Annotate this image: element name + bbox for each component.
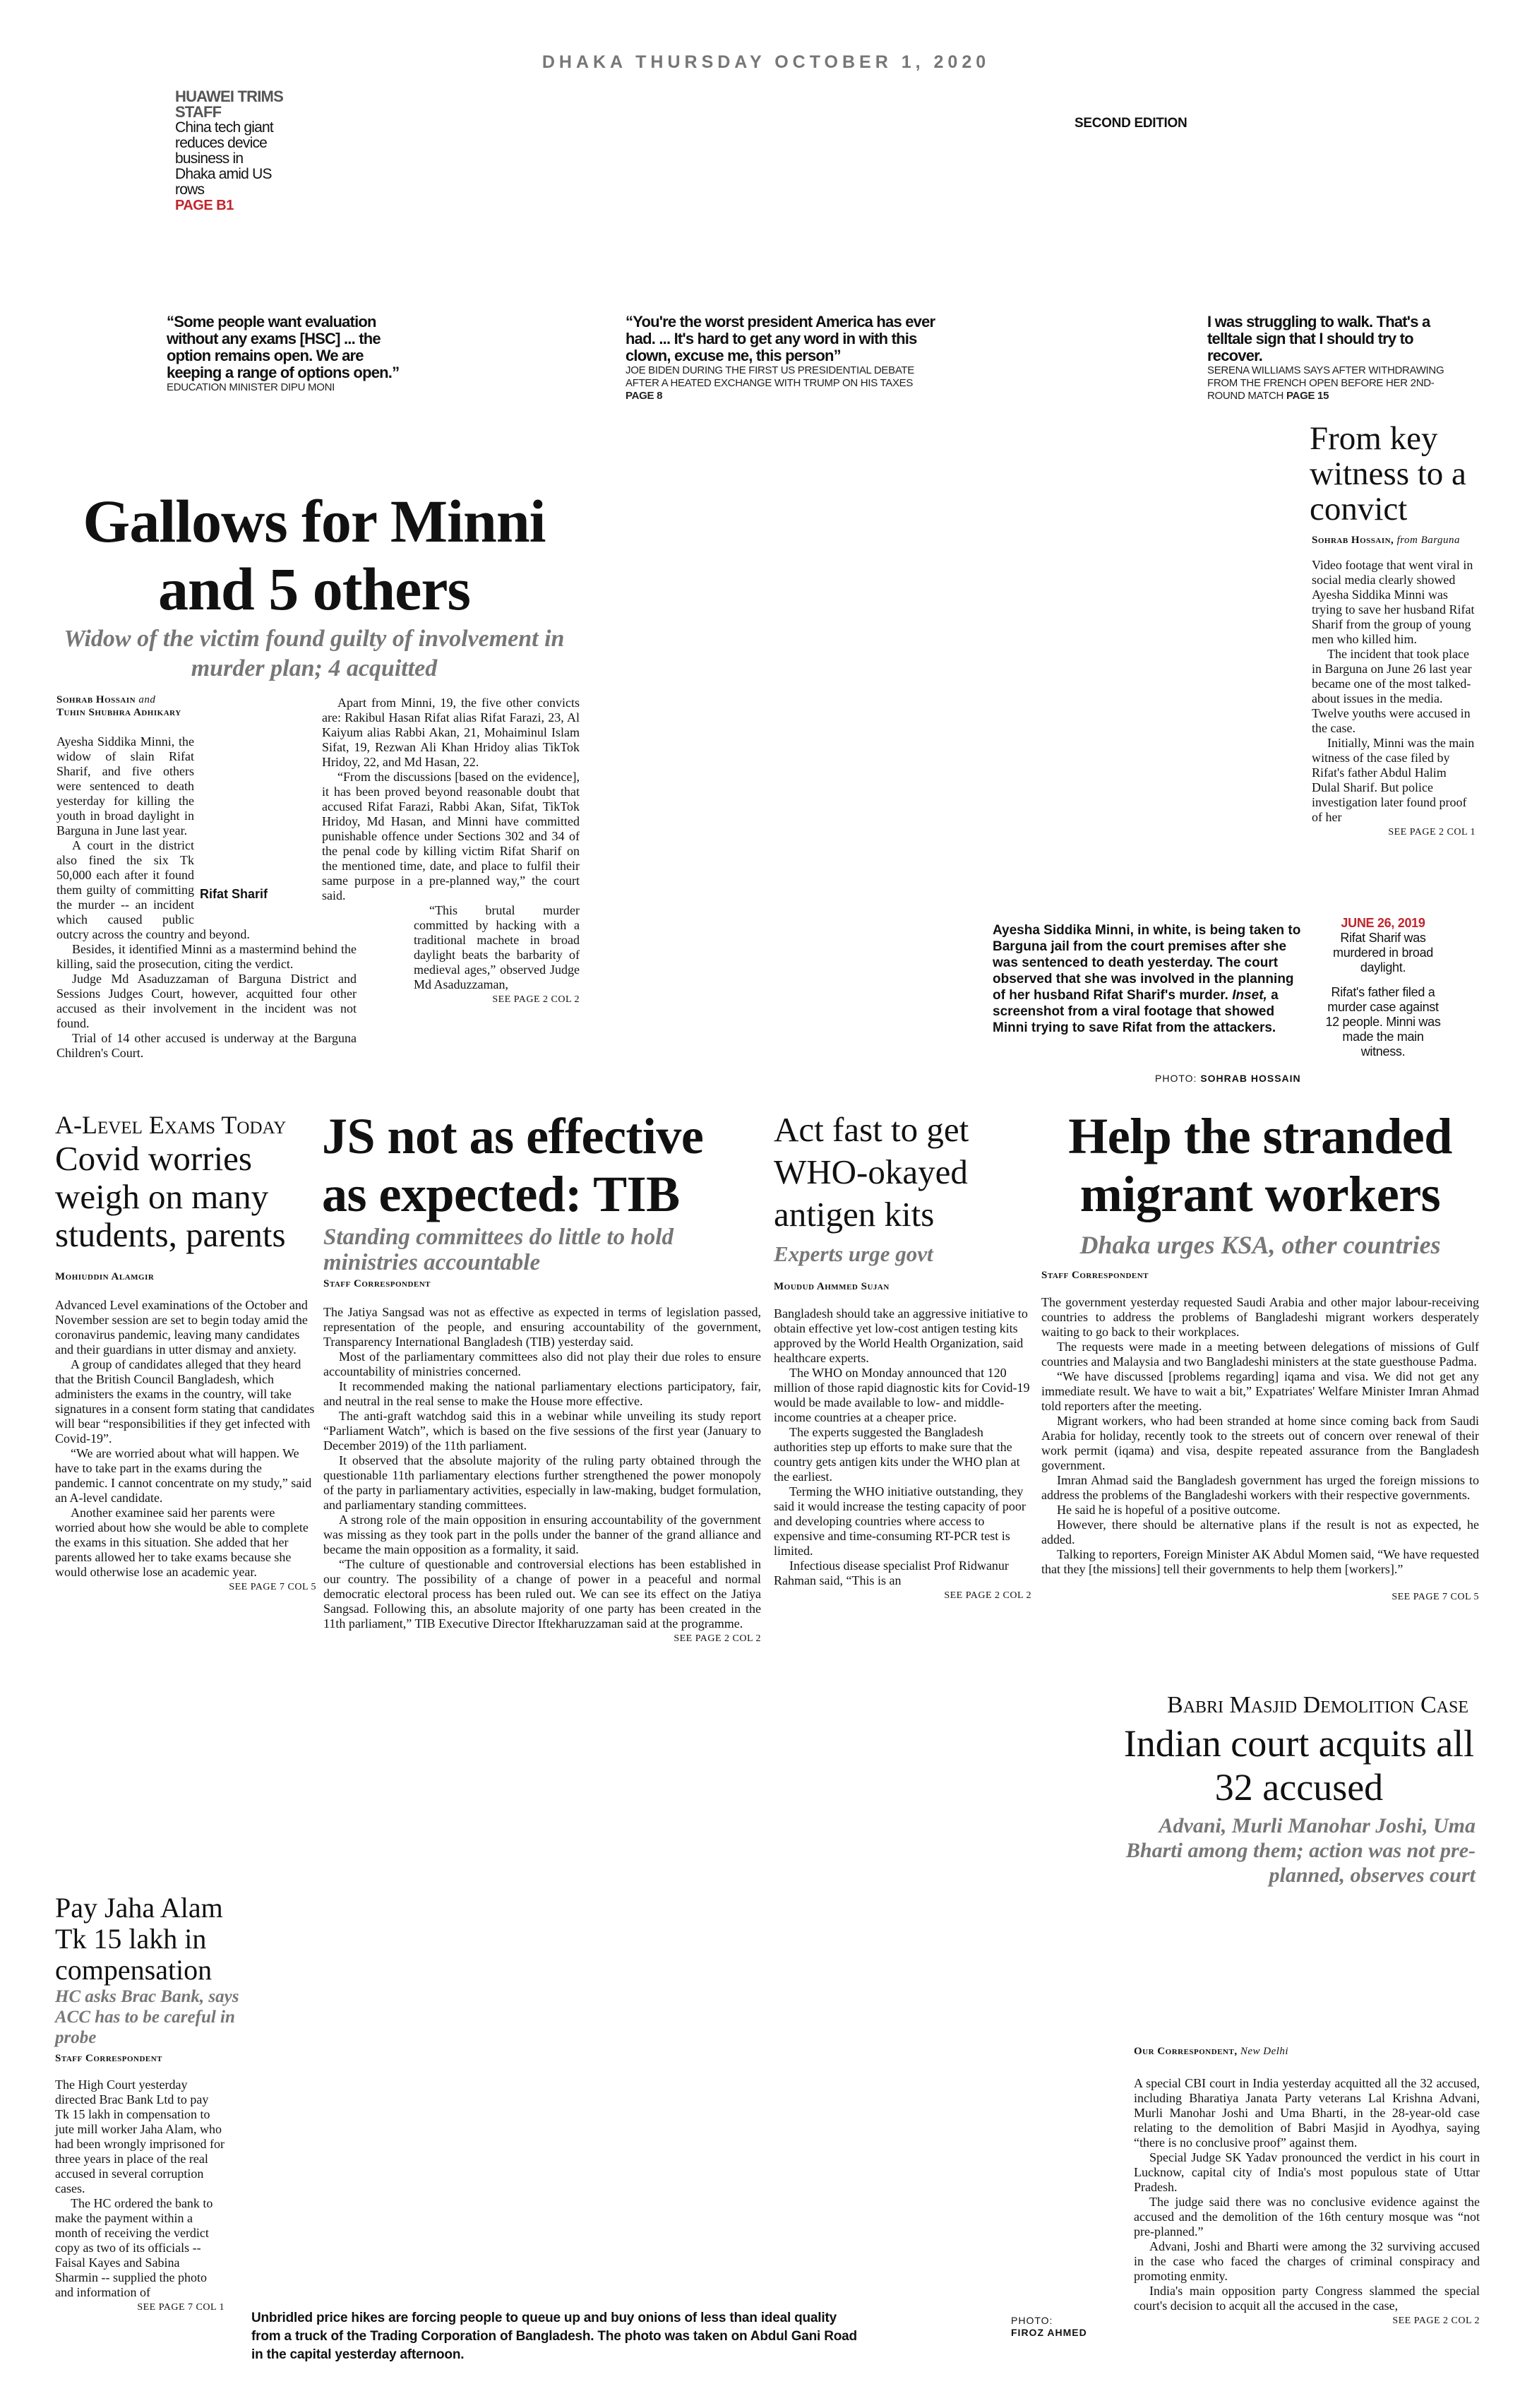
migrant-paragraph: “We have discussed [problems regarding] iqama and visa. We did not get any immediate result. We have to wait a bit,” Expatriates' Welfare Minister Imran Ahmad told reporters after the meeting. xyxy=(1041,1369,1479,1413)
migrant-paragraph: The requests were made in a meeting between delegations of missions of Gulf countries and Malaysia and two Bangladeshi ministers at the state guesthouse Padma. xyxy=(1041,1340,1479,1369)
caption-text-2: a screenshot from a viral footage that showed Minni trying to save Rifat from the attackers. xyxy=(993,988,1279,1035)
who-paragraph: Bangladesh should take an aggressive initiative to obtain effective yet low-cost antigen testing kits approved by the World Health Organization, said healthcare experts. xyxy=(774,1306,1028,1365)
key-witness-jump[interactable]: SEE PAGE 2 COL 1 xyxy=(1388,827,1476,838)
lead-byline-and: and xyxy=(138,694,156,705)
migrant-paragraph: He said he is hopeful of a positive outcome. xyxy=(1057,1503,1281,1517)
lead-deck: Widow of the victim found guilty of involvement in murder plan; 4 acquitted xyxy=(64,626,565,681)
quote-text: “Some people want evaluation without any exams [HSC] ... the option remains open. We are keeping a range of options open.” xyxy=(167,313,400,381)
who-headline[interactable]: Act fast to get WHO-okayed antigen kits xyxy=(774,1110,969,1234)
credit-name: FIROZ AHMED xyxy=(1011,2327,1087,2338)
who-paragraph: Terming the WHO initiative outstanding, they said it would increase the testing capacity of poor and developing countries where access to expensive and time-consuming RT-PCR test is limited. xyxy=(774,1484,1026,1558)
teaser-title: HUAWEI TRIMS STAFF xyxy=(175,88,283,121)
alevel-paragraph: Another examinee said her parents were worried about how she would be able to complete the exams in this situation. She added that her parents allowed her to take exams because she would otherwise lose an academic year. xyxy=(55,1506,309,1579)
teaser-box[interactable] xyxy=(175,89,316,214)
migrant-paragraph: The government yesterday requested Saudi Arabia and other major labour-receiving countries to address the problems of Bangladeshi migrant workers desperately waiting to go back to their workplaces. xyxy=(1041,1295,1479,1339)
lead-headline-line-1: Gallows for Minni xyxy=(83,487,546,555)
alevel-paragraph: “We are worried about what will happen. We have to take part in the exams during the pandemic. I cannot concentrate on my study,” said an A-level candidate. xyxy=(55,1446,312,1505)
migrant-body xyxy=(1041,1295,1479,1604)
babri-paragraph: The judge said there was no conclusive evidence against the accused and the demolition of the 16th century mosque was “not pre-planned.” xyxy=(1134,2195,1480,2239)
jaha-deck: HC asks Brac Bank, says ACC has to be careful in probe xyxy=(55,1987,239,2047)
key-witness-byline xyxy=(1312,535,1495,547)
lead-paragraph: Ayesha Siddika Minni, the widow of slain Rifat Sharif, and five others were sentenced to death yesterday for killing the youth in broad daylight in Barguna in June last year. xyxy=(56,734,194,838)
js-deck: Standing committees do little to hold ministries accountable xyxy=(323,1224,674,1275)
dateline: DHAKA THURSDAY OCTOBER 1, 2020 xyxy=(541,52,991,72)
credit-name: SOHRAB HOSSAIN xyxy=(1200,1073,1301,1084)
migrant-paragraph: Talking to reporters, Foreign Minister AK Abdul Momen said, “We have requested that they [the missions] tell their governments to help them [workers].” xyxy=(1041,1547,1479,1576)
migrant-jump[interactable]: SEE PAGE 7 COL 5 xyxy=(1392,1592,1479,1602)
jaha-byline: Staff Correspondent xyxy=(55,2053,163,2064)
js-headline[interactable]: JS not as effective as expected: TIB xyxy=(322,1108,704,1222)
js-paragraph: It observed that the absolute majority of the ruling party obtained through the questionable 11th parliamentary elections further strengthened the power monopoly of the party in parliamentary activities, especially in law-making, budget formulation, and parliamentary standing committees. xyxy=(323,1453,761,1512)
lead-byline-1: Sohrab Hossain xyxy=(56,694,136,705)
credit-label: PHOTO: xyxy=(1011,2315,1053,2326)
timeline-line-1: Rifat Sharif was murdered in broad daylight. xyxy=(1333,931,1433,974)
key-witness-byline-name: Sohrab Hossain, xyxy=(1312,535,1394,546)
lead-jump[interactable]: SEE PAGE 2 COL 2 xyxy=(492,994,580,1005)
lead-paragraph: Judge Md Asaduzzaman of Barguna District and Sessions Judges Court, however, acquitted four other accused as their involvement in the incident was not found. xyxy=(56,972,357,1030)
js-byline: Staff Correspondent xyxy=(323,1278,431,1289)
alevel-paragraph: Advanced Level examinations of the October and November session are set to begin today amid the coronavirus pandemic, leaving many candidates and their guardians in utter dismay and anxiety. xyxy=(55,1298,308,1357)
jaha-paragraph: The High Court yesterday directed Brac Bank Ltd to pay Tk 15 lakh in compensation to jute mill worker Jaha Alam, who had been wrongly imprisoned for three years in place of the real accused in several corruption cases. xyxy=(55,2078,225,2195)
alevel-headline[interactable]: Covid worries weigh on many students, parents xyxy=(55,1139,286,1254)
lead-photo-credit xyxy=(1155,1073,1301,1084)
alevel-paragraph: A group of candidates alleged that they heard that the British Council Bangladesh, which administers the exams in the country, will take signatures in a consent form stating that candidates will bear “responsibilities if they get infected with Covid-19”. xyxy=(55,1357,315,1446)
lead-paragraph: “This brutal murder committed by hacking with a traditional machete in broad daylight beats the barbarity of medieval ages,” observed Judge Md Asaduzzaman, xyxy=(414,903,580,991)
babri-byline xyxy=(1134,2046,1288,2058)
lead-paragraph: Besides, it identified Minni as a mastermind behind the killing, said the prosecution, citing the verdict. xyxy=(56,942,357,971)
rifat-inset-label: Rifat Sharif xyxy=(200,887,268,901)
column-wrap-notch xyxy=(322,907,414,1126)
jaha-paragraph: The HC ordered the bank to make the payment within a month of receiving the verdict copy as two of its officials -- Faisal Kayes and Sabina Sharmin -- supplied the photo and information of xyxy=(55,2196,213,2299)
key-witness-byline-place: from Barguna xyxy=(1396,535,1461,546)
lead-photo-caption xyxy=(993,922,1303,1036)
onion-caption: Unbridled price hikes are forcing people to queue up and buy onions of less than ideal quality from a truck of the Trading Corporation of Bangladesh. The photo was taken on Abdul Gani Road in the capital yesterday afternoon. xyxy=(251,2311,857,2362)
who-byline: Moudud Ahmmed Sujan xyxy=(774,1281,890,1292)
timeline xyxy=(1320,916,1446,1059)
js-paragraph: A strong role of the main opposition in ensuring accountability of the government was missing as they took part in the polls under the banner of the grand alliance and became the main opposition as a formality, it said. xyxy=(323,1513,761,1556)
quote-text: I was struggling to walk. That's a telltale sign that I should try to recover. xyxy=(1207,313,1430,364)
migrant-byline: Staff Correspondent xyxy=(1041,1270,1149,1281)
jaha-headline[interactable]: Pay Jaha Alam Tk 15 lakh in compensation xyxy=(55,1892,223,1986)
caption-text-1: Ayesha Siddika Minni, in white, is being taken to Barguna jail from the court premises after she was sentenced to death yesterday. The court observed that she was involved in the planning of her husband Rifat Sharif's murder. xyxy=(993,923,1301,1003)
lead-photo[interactable] xyxy=(974,833,1299,904)
who-body xyxy=(774,1306,1031,1603)
credit-label: PHOTO: xyxy=(1155,1073,1197,1084)
alevel-jump[interactable]: SEE PAGE 7 COL 5 xyxy=(229,1582,316,1592)
migrant-paragraph: Migrant workers, who had been stranded at home since coming back from Saudi Arabia for holiday, recently took to the streets out of concern over renewal of their work permit (iqama) and visa, despite repeated assurance from the Bangladesh government. xyxy=(1041,1414,1479,1472)
quote-source-text: JOE BIDEN DURING THE FIRST US PRESIDENTIAL DEBATE AFTER A HEATED EXCHANGE WITH TRUMP ON HIS TAXES xyxy=(626,364,914,389)
quote-source-text: SERENA WILLIAMS SAYS AFTER WITHDRAWING FROM THE FRENCH OPEN BEFORE HER 2ND-ROUND MATCH xyxy=(1207,364,1444,402)
babri-body xyxy=(1134,2076,1480,2328)
who-paragraph: The WHO on Monday announced that 120 million of those rapid diagnostic kits for Covid-19 would be made available to low- and middle-income countries at a cheaper price. xyxy=(774,1366,1030,1424)
quote-1 xyxy=(167,314,407,394)
who-deck: Experts urge govt xyxy=(774,1241,933,1266)
lead-paragraph: “From the discussions [based on the evidence], it has been proved beyond reasonable doubt that accused Rifat Farazi, Rabbi Akan, Sifat, TikTok Hridoy, Md Hasan, and Minni have committed punishable offence under Sections 302 and 34 of the penal code by killing victim Rifat Sharif on the mentioned time, date, and place to fulfil their same purpose in a pre-planned way,” the court said. xyxy=(322,770,580,902)
babri-paragraph: A special CBI court in India yesterday acquitted all the 32 accused, including Bharatiya Janata Party veterans Lal Krishna Advani, Murli Manohar Joshi and Uma Bharti, in the 28-year-old case relating to the demolition of Babri Masjid in Ayodhya, saying “there is no conclusive proof” against them. xyxy=(1134,2076,1480,2150)
babri-headline[interactable]: Indian court acquits all 32 accused xyxy=(1123,1722,1475,1808)
teaser-text: China tech giant reduces device business in Dhaka amid US rows xyxy=(175,119,273,198)
alevel-byline: Mohiuddin Alamgir xyxy=(55,1271,155,1282)
babri-paragraph: Advani, Joshi and Bharti were among the 32 surviving accused in the case who faced the charges of criminal conspiracy and promoting enmity. xyxy=(1134,2239,1480,2283)
onion-photo[interactable] xyxy=(251,1907,1098,2288)
js-jump[interactable]: SEE PAGE 2 COL 2 xyxy=(674,1633,761,1644)
babri-jump[interactable]: SEE PAGE 2 COL 2 xyxy=(1392,2315,1480,2326)
caption-inset-word: Inset, xyxy=(1232,988,1267,1003)
migrant-deck: Dhaka urges KSA, other countries xyxy=(1079,1231,1441,1259)
migrant-paragraph: Imran Ahmad said the Bangladesh government has urged the foreign missions to address the problems of the Bangladeshi workers with their respective governments. xyxy=(1041,1473,1479,1502)
quote-source xyxy=(1207,364,1468,403)
lead-headline[interactable] xyxy=(42,487,586,623)
migrant-headline[interactable]: Help the stranded migrant workers xyxy=(1068,1108,1452,1222)
quote-text: “You're the worst president America has ever had. ... It's hard to get any word in with this clown, excuse me, this person” xyxy=(626,313,935,364)
quote-2 xyxy=(626,314,936,403)
alevel-body xyxy=(55,1298,316,1595)
babri-paragraph: India's main opposition party Congress slammed the special court's decision to acquit all the accused in the case, xyxy=(1134,2284,1480,2313)
lead-byline-2: Tuhin Shubhra Adhikary xyxy=(56,707,181,718)
who-paragraph: The experts suggested the Bangladesh authorities step up efforts to make sure that the country gets antigen kits under the WHO plan at the earliest. xyxy=(774,1425,1020,1484)
key-witness-paragraph: Video footage that went viral in social media clearly showed Ayesha Siddika Minni was trying to save her husband Rifat Sharif from the group of young men who killed him. xyxy=(1312,558,1475,646)
quote-page[interactable]: PAGE 15 xyxy=(1286,390,1329,402)
quote-3 xyxy=(1207,314,1468,403)
quote-source xyxy=(626,364,936,403)
js-paragraph: The Jatiya Sangsad was not as effective as expected in terms of legislation passed, representation of the people, and ensuring accountability of the government, Transparency International Bangladesh (TIB) yesterday said. xyxy=(323,1305,761,1349)
babri-deck: Advani, Murli Manohar Joshi, Uma Bharti among them; action was not pre-planned, observes court xyxy=(1125,1814,1476,1887)
teaser-page: PAGE B1 xyxy=(175,198,234,213)
jaha-jump[interactable]: SEE PAGE 7 COL 1 xyxy=(137,2302,225,2313)
quote-source: EDUCATION MINISTER DIPU MONI xyxy=(167,381,335,393)
onion-photo-credit xyxy=(1011,2315,1096,2339)
babri-byline-place: New Delhi xyxy=(1240,2046,1289,2057)
js-paragraph: Most of the parliamentary committees also did not play their due roles to ensure accountability of ministries concerned. xyxy=(323,1349,761,1378)
lead-paragraph: Apart from Minni, 19, the five other convicts are: Rakibul Hasan Rifat alias Rifat Farazi, 23, Al Kaiyum alias Rabbi Akan, 21, Mohaiminul Islam Sifat, 19, Rezwan Ali Khan Hridoy alias TikTok Hridoy, 22, and Md Hasan, 22. xyxy=(322,696,580,769)
js-paragraph: The anti-graft watchdog said this in a webinar while unveiling its study report “Parliament Watch”, which is based on the five sessions of the first year (January to December 2019) of the 11th parliament. xyxy=(323,1409,761,1453)
lead-paragraph: Trial of 14 other accused is underway at the Barguna Children's Court. xyxy=(56,1031,357,1060)
key-witness-body xyxy=(1312,558,1476,840)
babri-paragraph: Special Judge SK Yadav pronounced the verdict in his court in Lucknow, capital city of India's most populous state of Uttar Pradesh. xyxy=(1134,2150,1480,2194)
lead-column-2 xyxy=(322,696,580,1126)
migrant-paragraph: However, there should be alternative plans if the result is not as expected, he added. xyxy=(1041,1518,1479,1546)
js-body xyxy=(323,1305,761,1646)
who-jump[interactable]: SEE PAGE 2 COL 2 xyxy=(944,1590,1031,1601)
babri-byline-name: Our Correspondent, xyxy=(1134,2046,1238,2057)
js-paragraph: It recommended making the national parliamentary elections participatory, fair, and neutral in the real sense to make the House more effective. xyxy=(323,1379,761,1408)
jaha-body xyxy=(55,2078,225,2315)
key-witness-headline[interactable]: From key witness to a convict xyxy=(1310,420,1466,528)
who-paragraph: Infectious disease specialist Prof Ridwanur Rahman said, “This is an xyxy=(774,1558,1009,1587)
js-paragraph: “The culture of questionable and controversial elections has been established in our country. The possibility of a change of power in a peaceful and normal democratic electoral process has been ruled out. We can see its effect on the Jatiya Sangsad. Following this, an absolute majority of one party has been created in the 11th parliament,” TIB Executive Director Iftekharuzzaman said at the programme. xyxy=(323,1557,761,1631)
edition-label: SECOND EDITION xyxy=(1075,116,1187,131)
lead-paragraph: A court in the district also fined the six Tk 50,000 each after it found them guilty of committing the murder -- an incident which caused public outcry across the country and beyond. xyxy=(56,838,250,941)
key-witness-paragraph: Initially, Minni was the main witness of the case filed by Rifat's father Abdul Halim Dulal Sharif. But police investigation later found proof of her xyxy=(1312,736,1475,824)
timeline-line-2: Rifat's father filed a murder case against 12 people. Minni was made the main witness. xyxy=(1325,985,1441,1059)
lead-column-1 xyxy=(56,734,357,1061)
timeline-date: JUNE 26, 2019 xyxy=(1341,916,1425,930)
quote-page[interactable]: PAGE 8 xyxy=(626,390,663,402)
key-witness-paragraph: The incident that took place in Barguna on June 26 last year became one of the most talked-about issues in the media. Twelve youths were accused in the case. xyxy=(1312,647,1472,735)
lead-headline-line-2: and 5 others xyxy=(158,555,470,623)
babri-kicker: Babri Masjid Demolition Case xyxy=(1167,1692,1468,1718)
lead-byline xyxy=(56,693,268,719)
alevel-kicker: A-Level Exams Today xyxy=(55,1111,287,1139)
